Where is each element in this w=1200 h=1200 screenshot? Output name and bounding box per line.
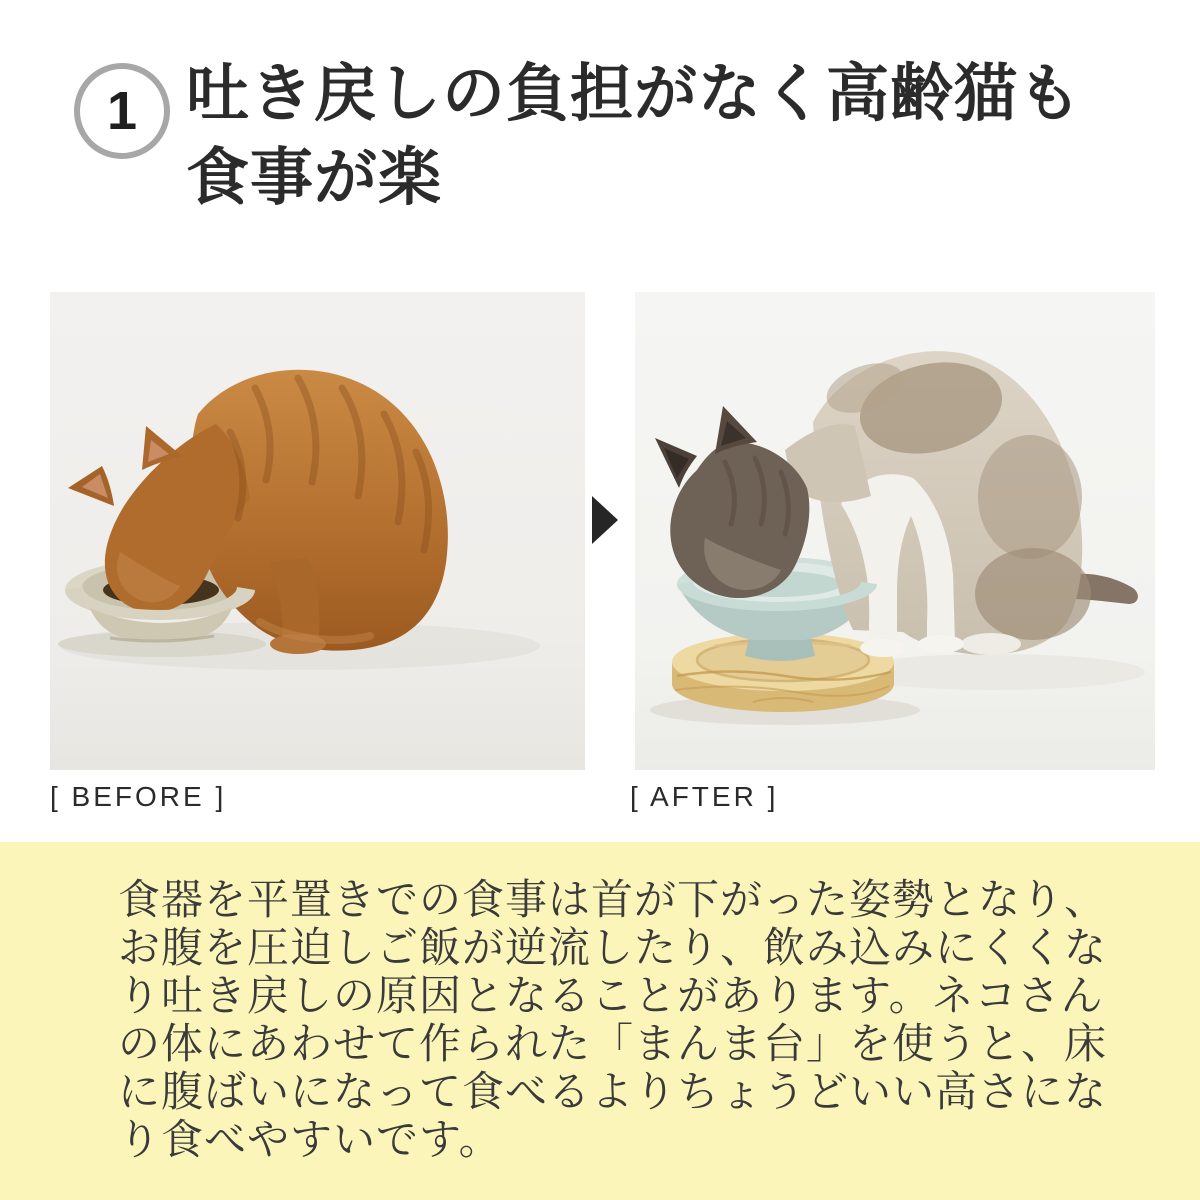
before-cat-photo-illustration (50, 292, 585, 770)
title-line-1: 吐き戻しの負担がなく高齢猫も (186, 59, 1082, 129)
before-label: [ BEFORE ] (50, 781, 227, 812)
description-line: に腹ばいになって食べるよりちょうどいい高さにな (118, 1068, 1108, 1115)
description-line: の体にあわせて作られた「まんま台」を使うと、床 (118, 1020, 1108, 1067)
after-label: [ AFTER ] (630, 781, 779, 812)
description-box (0, 842, 1200, 1200)
description-text (118, 876, 1107, 1164)
arrow-right-icon (592, 496, 618, 544)
number-badge (74, 63, 170, 159)
title-line-2: 食事が楽 (186, 143, 442, 213)
after-photo (635, 292, 1155, 770)
description-line: 食器を平置きでの食事は首が下がった姿勢となり、 (118, 876, 1108, 923)
page-title (186, 52, 1166, 220)
description-line: り吐き戻しの原因となることがあります。ネコさん (118, 972, 1104, 1019)
after-cat-photo-illustration (635, 292, 1155, 770)
description-line: り食べやすいです。 (118, 1116, 502, 1163)
badge-number: 1 (106, 81, 138, 141)
description-line: お腹を圧迫しご飯が逆流したり、飲み込みにくくな (118, 924, 1108, 971)
before-photo (50, 292, 585, 770)
